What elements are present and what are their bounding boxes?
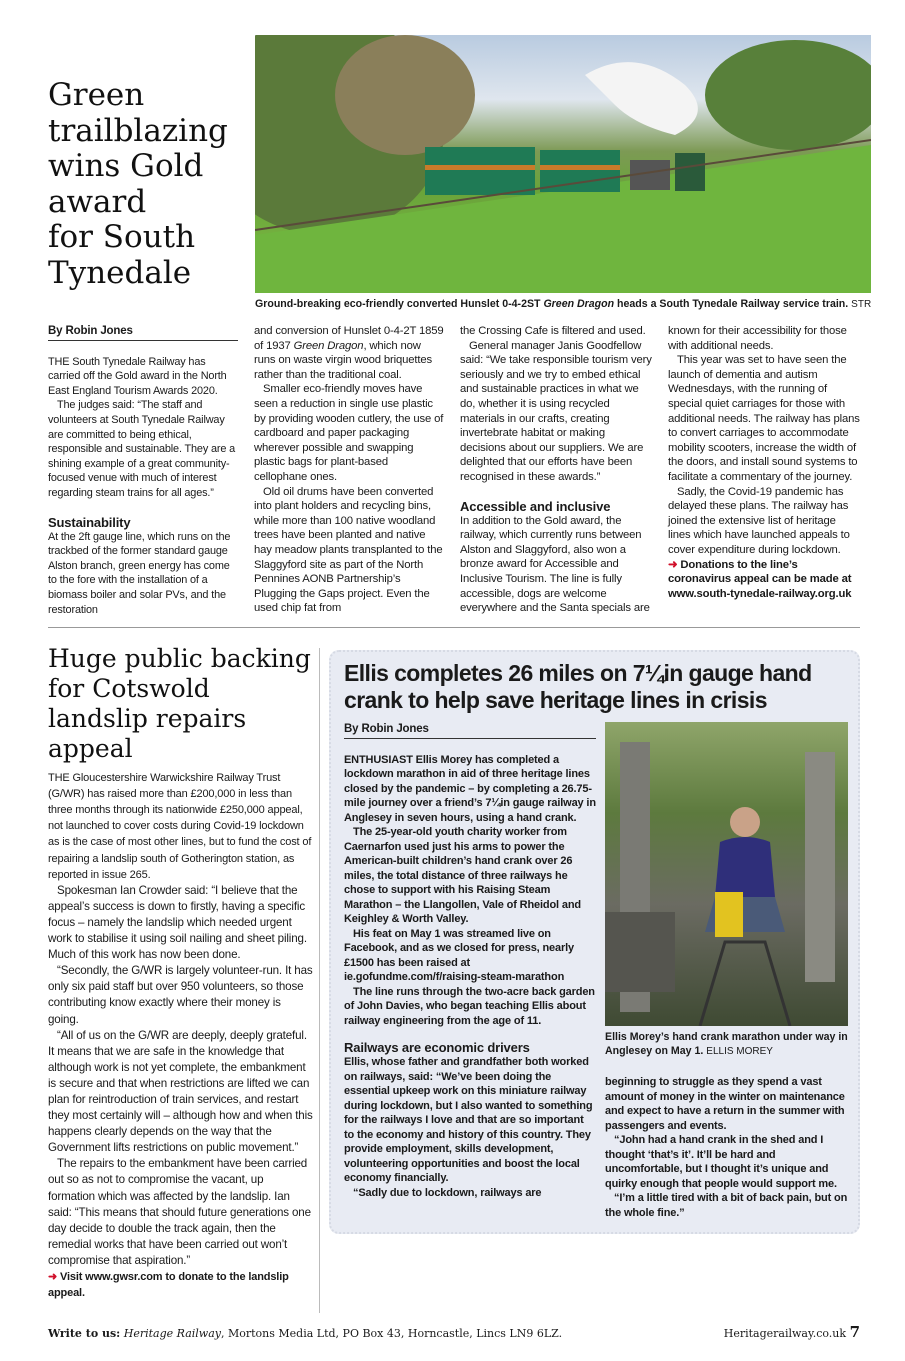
arrow-right-icon: ➜: [48, 1271, 58, 1283]
caption-italic: Green Dragon: [543, 298, 615, 310]
article3-headline: Ellis completes 26 miles on 7¼in gauge hand crank to help save heritage lines in crisis: [344, 660, 812, 714]
subheading: Sustainability: [48, 514, 131, 530]
text-italic: Green Dragon: [293, 339, 364, 352]
caption-text: heads a South Tynedale Railway service train.: [614, 298, 849, 310]
subheading: Accessible and inclusive: [460, 498, 611, 514]
paragraph: Spokesman Ian Crowder said: “I believe that the appeal’s success is down to firstly, having a specific focus – namely the landslip which needed urgent work to stabilise it using soil nailing and sheet piling. Much of this work has now been done.: [48, 883, 307, 962]
paragraph: The line runs through the two-acre back garden of John Davies, who began teaching Ellis about railway engineering from the age of 11.: [344, 985, 595, 1027]
footer-address: [48, 1327, 562, 1340]
hand-crank-photo-caption: [605, 1030, 848, 1059]
footer-right: [724, 1323, 860, 1341]
paragraph: “Secondly, the G/WR is largely volunteer-run. It has only six paid staff but over 950 volunteers, so those contributing know exactly where their money is going.: [48, 964, 313, 1026]
article1-column-3: [460, 324, 652, 617]
address: , Mortons Media Ltd, PO Box 43, Horncastle, Lincs LN9 6LZ.: [220, 1327, 563, 1341]
article1-top: [48, 35, 905, 293]
page-number: 7: [849, 1323, 860, 1342]
footer-label: Write to us:: [48, 1327, 121, 1341]
donation-link[interactable]: [668, 558, 860, 602]
text: , which now runs on waste virgin wood briquettes rather than the traditional coal.: [254, 339, 432, 381]
article2: [48, 636, 313, 1301]
headline-line: award: [48, 183, 147, 220]
paragraph: “John had a hand crank in the shed and I thought ‘that’s it’. It’ll be hard and uncomfortable, but I thought it’s unique and quirky enough that people would support me.: [605, 1134, 837, 1190]
caption-text: Ellis Morey’s hand crank marathon under way in Anglesey on May 1.: [605, 1031, 848, 1058]
train-photo: [255, 35, 871, 293]
paragraph: The 25-year-old youth charity worker from Caernarfon used just his arms to power the American-built children’s hand crank over 26 miles, the total distance of three railways he chose to support with his Raising Steam Marathon – the Llangollen, Vale of Rheidol and Keighley & Worth Valley.: [344, 826, 581, 926]
paragraph: Sadly, the Covid-19 pandemic has delayed these plans. The railway has joined the extensive list of heritage lines which have launched appeals to cover expenditure during lockdown.: [668, 485, 850, 556]
paragraph: This year was set to have seen the launch of dementia and autism Wednesdays, with the running of special quiet carriages for those with additional needs. The railway has plans to convert carriages to accommodate mobility scooters, increase the width of the doors, and install sound systems to facilitate a commentary of the journey.: [668, 354, 860, 483]
hand-crank-illustration: [605, 722, 848, 1026]
donation-link-text: Visit www.gwsr.com to donate to the landslip appeal.: [48, 1271, 289, 1300]
magazine-name: Heritage Railway: [123, 1327, 221, 1341]
paragraph: Old oil drums have been converted into plant holders and recycling bins, while more than 100 native woodland trees have been planted and native hay meadow plants transplanted to the Slaggyford site as part of the North Pennines AONB Partnership’s Plugging the Gaps project. Even the used chip fat from: [254, 485, 443, 615]
text: and conversion of Hunslet 0-4-2T 1859 of 1937: [254, 325, 444, 352]
paragraph: General manager Janis Goodfellow said: “We take responsible tourism very seriously and we try to embed ethical and sustainable practices in what we do, whether it is using recycled materials in our crafts, creating invertebrate habitat or making decisions about our suppliers. We are delighted that our efforts have been recognised in these awards.”: [460, 339, 652, 483]
article1-column-2: [254, 324, 444, 617]
paragraph: Smaller eco-friendly moves have seen a reduction in single use plastic by providing wooden cutlery, the use of cardboard and paper packaging wherever possible and swapping plastic bags for plant-based cellophane ones.: [254, 383, 444, 483]
paragraph: His feat on May 1 was streamed live on Facebook, and as we closed for press, nearly £1500 has been raised at ie.gofundme.com/f/raising-steam-marathon: [344, 927, 574, 984]
train-scene-illustration: [255, 35, 871, 293]
article1-columns: [48, 324, 905, 617]
donation-link[interactable]: [48, 1269, 313, 1301]
article3-column-2: [605, 1075, 848, 1220]
paragraph: The repairs to the embankment have been carried out so as not to compromise the vacant, up formation which was affected by the landslip. Ian said: “This means that should future generations one day decide to double the track again, then the remedial works that have been carried out won’t compromise that aspiration.”: [48, 1157, 311, 1267]
page-footer: [48, 1323, 860, 1341]
subheading: Railways are economic drivers: [344, 1040, 530, 1056]
byline: By Robin Jones: [48, 324, 238, 341]
feature-box: [329, 650, 860, 1234]
train-photo-caption: [255, 297, 875, 312]
article2-headline: Huge public backing for Cotswold landslip repairs appeal: [48, 644, 311, 764]
arrow-right-icon: ➜: [668, 558, 678, 571]
article1-column-1: [48, 324, 238, 617]
headline-line: Tynedale: [48, 254, 192, 291]
paragraph: beginning to struggle as they spend a vast amount of money in the winter on maintenance and expect to have a return in the summer with passengers and events.: [605, 1076, 845, 1132]
hand-crank-photo: [605, 722, 848, 1026]
headline-line: Green: [48, 77, 145, 113]
paragraph: The judges said: “The staff and volunteers at South Tynedale Railway are committed to being ethical, responsible and sustainable. They are a shining example of a great community-focused venue with much of interest regarding steam trains for all ages.”: [48, 399, 236, 499]
article1-headline: [48, 78, 255, 293]
article3-columns: [344, 722, 848, 1220]
photo-credit: STR: [851, 299, 872, 310]
paragraph: “Sadly due to lockdown, railways are: [353, 1186, 542, 1199]
headline-line: wins Gold: [48, 148, 204, 184]
paragraph: Ellis, whose father and grandfather both worked on railways, said: “We’ve been doing the essential upkeep work on this miniature railway during lockdown, but I also wanted to something for the railways I love and that are so important to the economy and history of this country. They provide employment, skills development, volunteering opportunities and boost the local economy financially.: [344, 1056, 593, 1185]
article2-body: [48, 770, 313, 1301]
paragraph: THE Gloucestershire Warwickshire Railway Trust (G/WR) has raised more than £200,000 in less than three months through its nationwide £250,000 appeal, not launched to cover costs during Covid-19 lockdown as is the case of most other lines, but to fund the cost of repairing a landslip south of Gotherington station, as reported in issue 265.: [48, 772, 312, 881]
paragraph: ENTHUSIAST Ellis Morey has completed a lockdown marathon in aid of three heritage lines closed by the pandemic – by completing a 26.75-mile journey over a friend’s 7¼in gauge railway in Anglesey in seven hours, using a hand crank.: [344, 753, 596, 824]
byline: By Robin Jones: [344, 722, 596, 739]
paragraph: [254, 324, 444, 382]
caption-text: Ground-breaking eco-friendly converted Hunslet 0-4-2ST: [255, 298, 544, 310]
headline-line: for South: [48, 219, 196, 255]
section-divider: [48, 627, 860, 628]
donation-link-text: Donations to the line’s coronavirus appeal can be made at www.south-tynedale-railway.org.uk: [668, 558, 852, 600]
column-divider: [319, 648, 320, 1313]
paragraph: “I’m a little tired with a bit of back pain, but on the whole fine.”: [605, 1192, 848, 1219]
headline-line: trailblazing: [48, 112, 228, 149]
paragraph: In addition to the Gold award, the railway, which currently runs between Alston and Slaggyford, also won a bronze award for Accessible and Inclusive Tourism. The line is fully accessible, dogs are welcome everywhere and the Santa specials are: [460, 514, 650, 615]
paragraph: known for their accessibility for those with additional needs.: [668, 325, 847, 352]
paragraph: At the 2ft gauge line, which runs on the trackbed of the former standard gauge Alston branch, green energy has come to the fore with the installation of a biomass boiler and solar PVs, and the restoration: [48, 530, 231, 616]
bottom-section: [48, 636, 905, 1301]
article1-column-4: [668, 324, 860, 617]
paragraph: THE South Tynedale Railway has carried off the Gold award in the North East England Tourism Awards 2020.: [48, 355, 227, 397]
website-link[interactable]: Heritagerailway.co.uk: [723, 1327, 847, 1341]
article3-right-column: [605, 722, 848, 1220]
photo-credit: ELLIS MOREY: [706, 1046, 773, 1058]
paragraph: the Crossing Cafe is filtered and used.: [460, 325, 646, 337]
article3-column-1: [344, 722, 596, 1220]
paragraph: “All of us on the G/WR are deeply, deeply grateful. It means that we are safe in the knowledge that although work is not yet complete, the embankment is secure and that when restrictions are lifted we can plan for reintroduction of train services, and restart they most certainly will – although how and when this happens clearly depends on the way that the Government lifts restrictions on public movement.”: [48, 1028, 313, 1155]
